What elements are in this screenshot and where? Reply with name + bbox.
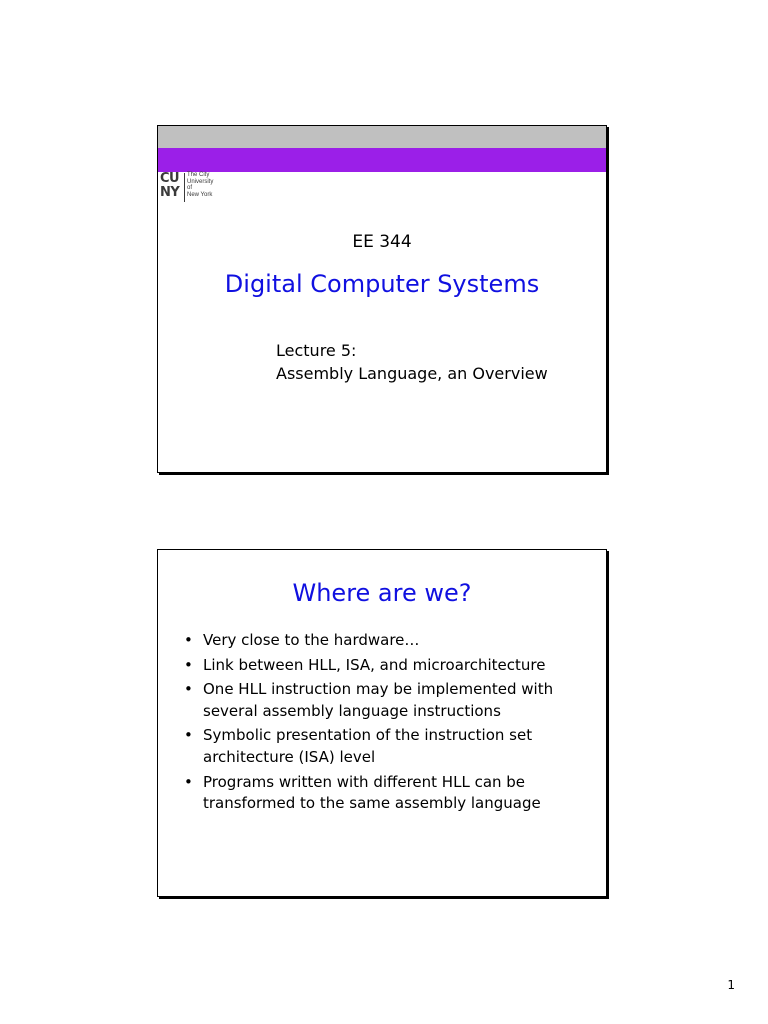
list-item-text: Programs written with different HLL can be transformed to the same assembly language xyxy=(203,772,541,813)
list-item-text: One HLL instruction may be implemented with several assembly language instructions xyxy=(203,680,554,720)
logo-name-line: of xyxy=(187,185,193,192)
logo-name-line: The City xyxy=(187,172,210,178)
logo-name-line: University xyxy=(187,178,214,185)
cuny-mark-line2: NY xyxy=(160,185,180,200)
list-item xyxy=(184,725,594,768)
list-item-text: Very close to the hardware… xyxy=(203,631,420,649)
logo-name-line: New York xyxy=(187,192,213,199)
slide-1 xyxy=(157,125,607,473)
course-code: EE 344 xyxy=(352,232,412,252)
list-item xyxy=(184,630,594,652)
course-title: Digital Computer Systems xyxy=(224,270,540,298)
cuny-logo xyxy=(160,172,230,202)
bullet-icon: • xyxy=(184,772,193,791)
lecture-topic: Assembly Language, an Overview xyxy=(276,364,548,383)
logo-university-name xyxy=(187,172,213,199)
slide-title: Where are we? xyxy=(292,579,472,607)
list-item xyxy=(184,655,594,677)
bullet-list xyxy=(184,630,594,818)
header-gray-bar xyxy=(158,126,606,148)
bullet-icon: • xyxy=(184,726,193,745)
lecture-subtitle xyxy=(276,339,548,385)
logo-divider xyxy=(184,173,185,202)
bullet-icon: • xyxy=(184,680,193,699)
list-item xyxy=(184,772,594,815)
cuny-mark-line1: CU xyxy=(160,171,180,186)
page-number: 1 xyxy=(727,978,735,992)
header-purple-bar xyxy=(158,148,606,172)
list-item-text: Link between HLL, ISA, and microarchitecture xyxy=(203,655,546,674)
slide-2 xyxy=(157,549,607,897)
list-item-text: Symbolic presentation of the instruction set architecture (ISA) level xyxy=(203,726,533,766)
bullet-icon: • xyxy=(184,631,193,649)
lecture-number: Lecture 5: xyxy=(276,341,357,360)
cuny-mark xyxy=(160,172,184,202)
bullet-icon: • xyxy=(184,655,193,674)
list-item xyxy=(184,679,594,722)
